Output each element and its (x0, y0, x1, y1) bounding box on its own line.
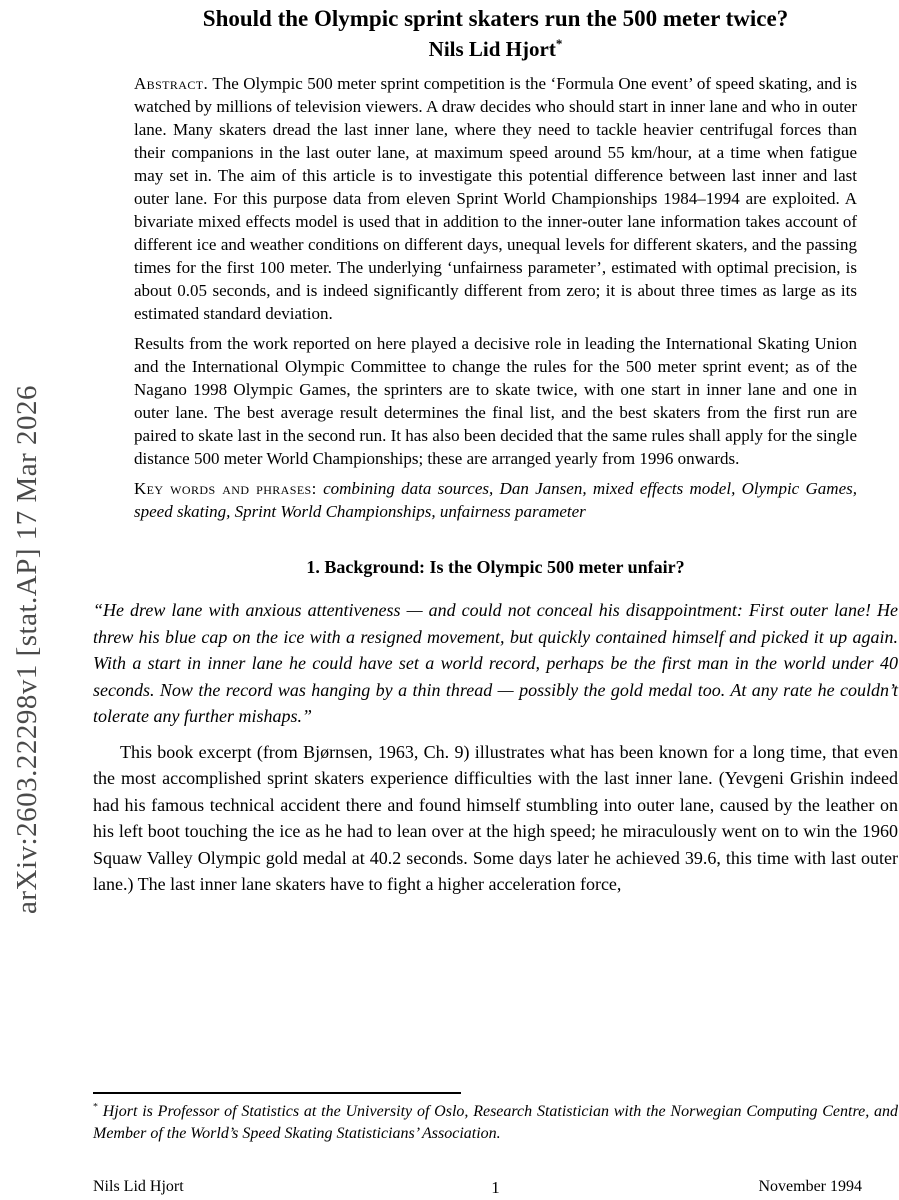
footnote-rule (93, 1092, 461, 1094)
footnote-block (93, 1092, 898, 1145)
paper-title: Should the Olympic sprint skaters run the 500 meter twice? (202, 6, 789, 31)
arxiv-watermark: arXiv:2603.22298v1 [stat.AP] 17 Mar 2026 (11, 384, 43, 914)
keywords-paragraph (134, 477, 857, 523)
footnote-text (93, 1101, 898, 1145)
author-footnote-marker: * (555, 36, 563, 51)
author-name: Nils Lid Hjort (428, 37, 556, 61)
footnote-body: Hjort is Professor of Statistics at the University of Oslo, Research Statistician with the Norwegian Computing Centre, and Member of the World’s Speed Skating Statisticians’ Association. (93, 1103, 899, 1142)
footer-author: Nils Lid Hjort (93, 1178, 184, 1195)
abstract-section (134, 72, 857, 523)
section-1-heading: 1. Background: Is the Olympic 500 meter unfair? (306, 557, 685, 577)
abstract-paragraph-1 (134, 72, 857, 325)
abstract-label: Abstract. (134, 74, 209, 93)
page-number: 1 (491, 1178, 500, 1197)
abstract-text: The Olympic 500 meter sprint competition is the ‘Formula One event’ of speed skating, and is watched by millions of television viewers. A draw decides who should start in inner lane and who in outer lane. Many skaters dread the last inner lane, where they need to tackle heavier centrifugal forces than their companions in the last outer lane, at maximum speed around 55 km/hour, at a time when fatigue may set in. The aim of this article is to investigate this potential difference between last inner and last outer lane. For this purpose data from eleven Sprint World Championships 1984–1994 are exploited. A bivariate mixed effects model is used that in addition to the inner-outer lane information takes account of different ice and weather conditions on different days, unequal levels for different skaters, and the passing times for the first 100 meter. The underlying ‘unfairness parameter’, estimated with optimal precision, is about 0.05 seconds, and is indeed significantly different from zero; it is about three times as large as its estimated standard deviation. (134, 74, 857, 323)
paper-content (93, 0, 898, 898)
section-1-quote: “He drew lane with anxious attentiveness — and could not conceal his disappointment: First outer lane! He threw his blue cap on the ice with a resigned movement, but quickly contained himself and picked it up again. With a start in inner lane he could have set a world record, perhaps be the first man in the world under 40 seconds. Now the record was hanging by a thin thread — possibly the gold medal too. At any rate he couldn’t tolerate any further mishaps.” (93, 600, 898, 726)
keywords-label: Key words and phrases: (134, 479, 317, 498)
abstract-paragraph-2: Results from the work reported on here played a decisive role in leading the International Skating Union and the International Olympic Committee to change the rules for the 500 meter sprint event; as of the Nagano 1998 Olympic Games, the sprinters are to skate twice, with one start in inner lane and one in outer lane. The best average result determines the final list, and the best skaters from the first run are paired to skate last in the second run. It has also been decided that the same rules shall apply for the single distance 500 meter World Championships; these are arranged yearly from 1996 onwards. (134, 334, 857, 468)
page-footer (93, 1178, 898, 1200)
footer-date: November 1994 (758, 1178, 862, 1195)
section-1-paragraph-1: This book excerpt (from Bjørnsen, 1963, Ch. 9) illustrates what has been known for a long time, that even the most accomplished sprint skaters experience difficulties with the last inner lane. (Yevgeni Grishin indeed had his famous technical accident there and found himself stumbling into outer lane, caused by the leather on his left boot touching the ice as he had to lean over at the high speed; he miraculously went on to win the 1960 Squaw Valley Olympic gold medal at 40.2 seconds. Some days later he achieved 39.6, this time with last outer lane.) The last inner lane skaters have to fight a higher acceleration force, (93, 741, 898, 894)
footnote-marker: * (93, 1101, 98, 1113)
paper-author (93, 37, 898, 61)
keywords-text: combining data sources, Dan Jansen, mixed effects model, Olympic Games, speed skating, Sprint World Championships, unfairness parameter (134, 479, 857, 521)
